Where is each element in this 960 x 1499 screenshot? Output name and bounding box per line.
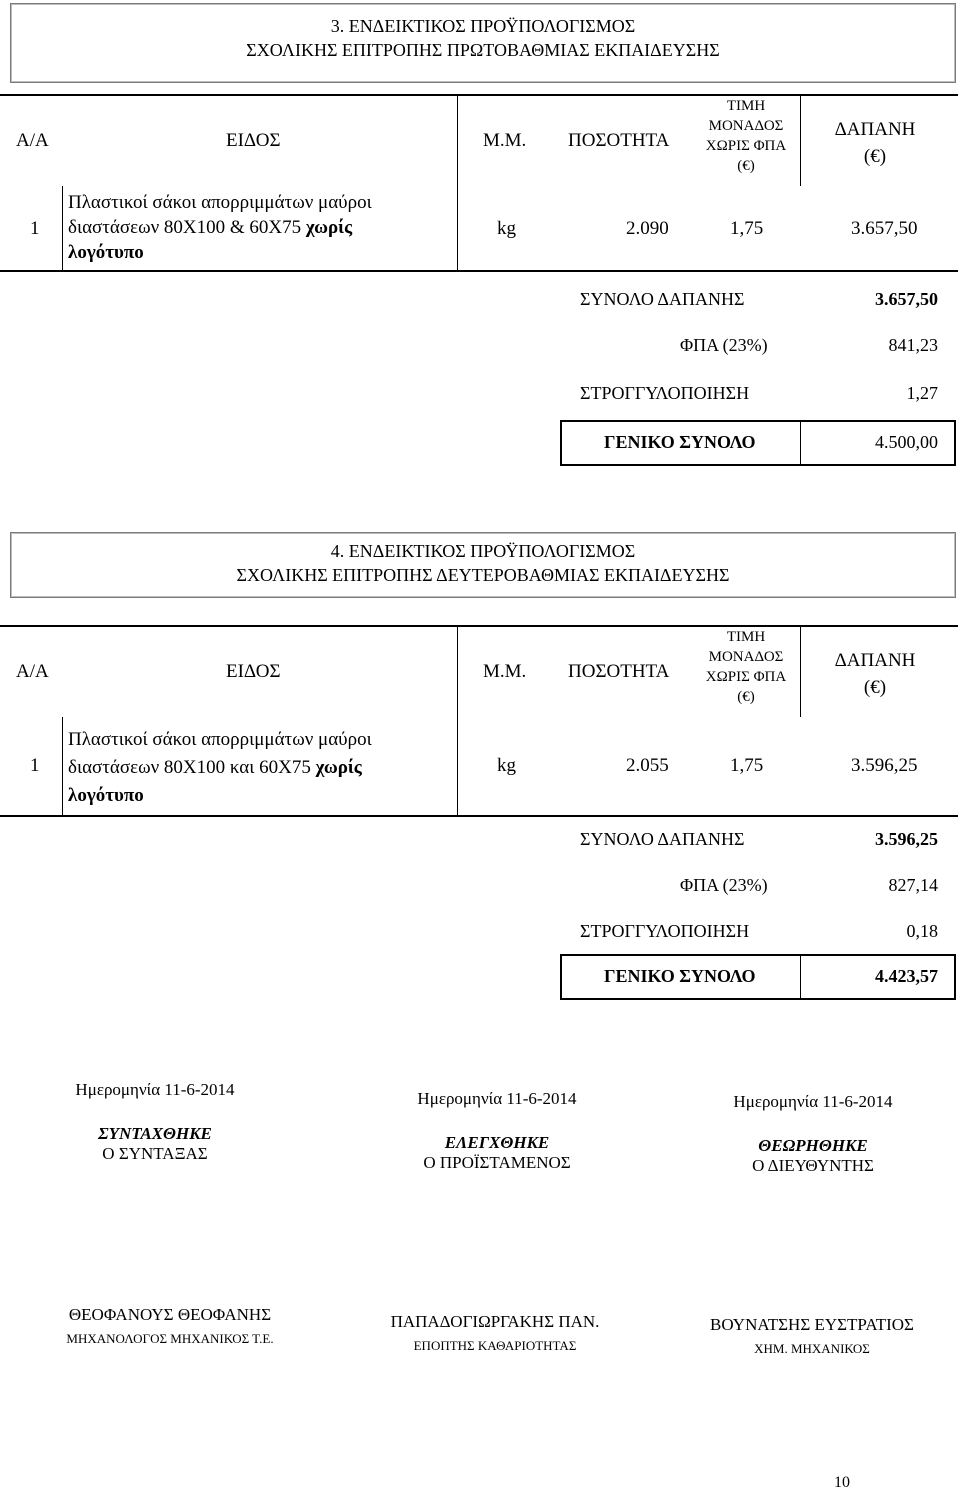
header-mm: Μ.Μ. — [483, 130, 527, 151]
header-aa: Α/Α — [16, 130, 49, 151]
summary-fpa: ΦΠΑ (23%) 827,14 — [680, 875, 938, 895]
section4-title-box — [10, 532, 956, 598]
row-price: 1,75 — [730, 755, 764, 776]
signature-action: ΕΛΕΓΧΘΗΚΕ — [444, 1133, 550, 1152]
header-mm: Μ.Μ. — [483, 661, 527, 682]
signature-date: Ημερομηνία 11-6-2014 — [75, 1080, 235, 1099]
row-mm: kg — [497, 218, 516, 239]
signatory-name: ΒΟΥΝΑΤΣΗΣ ΕΥΣΤΡΑΤΙΟΣ — [710, 1315, 914, 1334]
signature-block-1 — [30, 1080, 280, 1164]
row-aa: 1 — [30, 218, 40, 239]
header-eidos: ΕΙΔΟΣ — [226, 130, 281, 151]
section4-table — [0, 625, 958, 821]
summary-total: ΓΕΝΙΚΟ ΣΥΝΟΛΟ 4.500,00 — [560, 420, 956, 466]
row-cost: 3.596,25 — [851, 755, 918, 776]
signatory-name: ΘΕΟΦΑΝΟΥΣ ΘΕΟΦΑΝΗΣ — [68, 1305, 272, 1324]
signature-date: Ημερομηνία 11-6-2014 — [417, 1089, 577, 1108]
summary-synolo: ΣΥΝΟΛΟ ΔΑΠΑΝΗΣ 3.596,25 — [580, 829, 938, 849]
signature-action: ΘΕΩΡΗΘΗΚΕ — [758, 1136, 868, 1155]
section3-title-box — [10, 3, 956, 83]
header-posotita: ΠΟΣΟΤΗΤΑ — [568, 661, 670, 682]
row-price: 1,75 — [730, 218, 764, 239]
section3-title-line2: ΣΧΟΛΙΚΗΣ ΕΠΙΤΡΟΠΗΣ ΠΡΩΤΟΒΑΘΜΙΑΣ ΕΚΠΑΙΔΕΥΣΗΣ — [246, 40, 720, 60]
signatory-2 — [355, 1312, 635, 1354]
section4-summary — [560, 818, 956, 1000]
header-timi: ΤΙΜΗ ΜΟΝΑΔΟΣ ΧΩΡΙΣ ΦΠΑ (€) — [705, 629, 787, 705]
header-dapani: ΔΑΠΑΝΗ (€) — [834, 119, 916, 167]
signature-role: Ο ΔΙΕΥΘΥΝΤΗΣ — [752, 1156, 874, 1175]
signatory-name: ΠΑΠΑΔΟΓΙΩΡΓΑΚΗΣ ΠΑΝ. — [390, 1312, 600, 1331]
row-mm: kg — [497, 755, 516, 776]
signature-role: Ο ΠΡΟΪΣΤΑΜΕΝΟΣ — [423, 1153, 571, 1172]
signature-action: ΣΥΝΤΑΧΘΗΚΕ — [98, 1124, 212, 1143]
summary-round: ΣΤΡΟΓΓΥΛΟΠΟΙΗΣΗ 0,18 — [580, 921, 938, 941]
row-qty: 2.090 — [626, 218, 669, 239]
row-aa: 1 — [30, 755, 40, 776]
row-cost: 3.657,50 — [851, 218, 918, 239]
summary-fpa: ΦΠΑ (23%) 841,23 — [680, 335, 938, 355]
section3-summary — [560, 278, 956, 468]
row-description: Πλαστικοί σάκοι απορριμμάτων μαύροι διαστάσεων 80Χ100 και 60Χ75 χωρίς λογότυπο — [68, 729, 372, 806]
signatory-title: ΜΗΧΑΝΟΛΟΓΟΣ ΜΗΧΑΝΙΚΟΣ Τ.Ε. — [66, 1331, 274, 1346]
header-dapani: ΔΑΠΑΝΗ (€) — [834, 650, 916, 698]
header-eidos: ΕΙΔΟΣ — [226, 661, 281, 682]
signature-block-3 — [688, 1092, 938, 1176]
signature-role: Ο ΣΥΝΤΑΞΑΣ — [102, 1144, 208, 1163]
section4-title-line2: ΣΧΟΛΙΚΗΣ ΕΠΙΤΡΟΠΗΣ ΔΕΥΤΕΡΟΒΑΘΜΙΑΣ ΕΚΠΑΙΔΕΥΣΗΣ — [236, 565, 730, 585]
signature-block-2 — [372, 1089, 622, 1173]
section3-title-line1: 3. ΕΝΔΕΙΚΤΙΚΟΣ ΠΡΟΫΠΟΛΟΓΙΣΜΟΣ — [330, 16, 636, 36]
signatory-1 — [30, 1305, 310, 1347]
header-posotita: ΠΟΣΟΤΗΤΑ — [568, 130, 670, 151]
row-qty: 2.055 — [626, 755, 669, 776]
signatory-3 — [672, 1315, 952, 1357]
summary-synolo: ΣΥΝΟΛΟ ΔΑΠΑΝΗΣ 3.657,50 — [580, 289, 938, 309]
section4-title-line1: 4. ΕΝΔΕΙΚΤΙΚΟΣ ΠΡΟΫΠΟΛΟΓΙΣΜΟΣ — [330, 541, 636, 561]
summary-round: ΣΤΡΟΓΓΥΛΟΠΟΙΗΣΗ 1,27 — [580, 383, 938, 403]
header-aa: Α/Α — [16, 661, 49, 682]
page-number: 10 — [834, 1474, 850, 1491]
signatory-title: ΕΠΟΠΤΗΣ ΚΑΘΑΡΙΟΤΗΤΑΣ — [413, 1338, 577, 1353]
signatory-title: ΧΗΜ. ΜΗΧΑΝΙΚΟΣ — [754, 1341, 870, 1356]
header-timi: ΤΙΜΗ ΜΟΝΑΔΟΣ ΧΩΡΙΣ ΦΠΑ (€) — [705, 98, 787, 174]
summary-total: ΓΕΝΙΚΟ ΣΥΝΟΛΟ 4.423,57 — [560, 954, 956, 1000]
section3-table — [0, 94, 958, 274]
signature-date: Ημερομηνία 11-6-2014 — [733, 1092, 893, 1111]
row-description: Πλαστικοί σάκοι απορριμμάτων μαύροι διαστάσεων 80Χ100 & 60Χ75 χωρίς λογότυπο — [68, 192, 372, 263]
